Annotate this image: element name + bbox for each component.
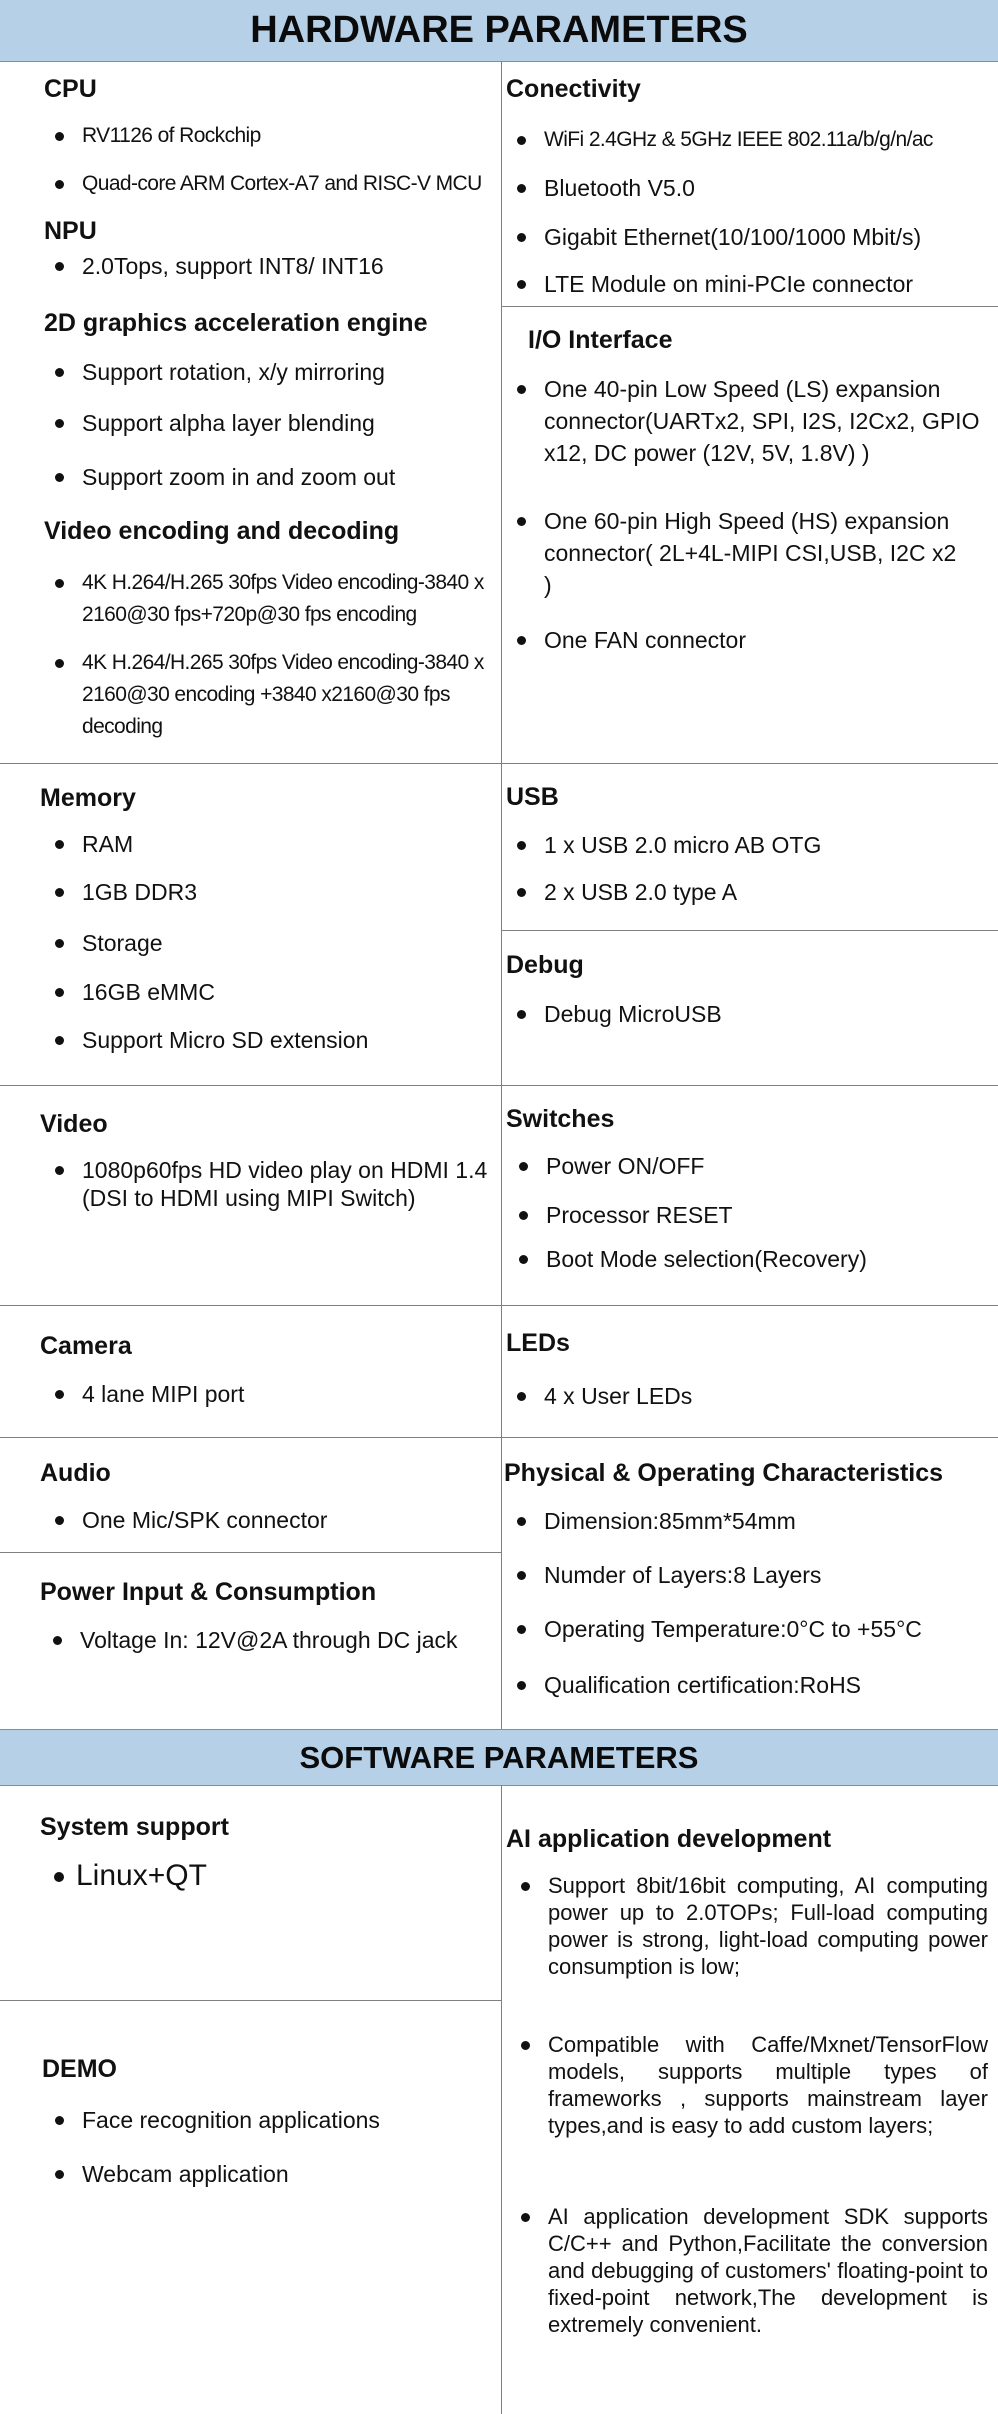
switches-title: Switches (506, 1105, 615, 1133)
connectivity-item: WiFi 2.4GHz & 5GHz IEEE 802.11a/b/g/n/ac (506, 124, 998, 156)
memory-item: Storage (44, 927, 522, 959)
io-title: I/O Interface (528, 326, 673, 354)
memory-item: 16GB eMMC (44, 976, 522, 1008)
row-divider (0, 1305, 998, 1306)
demo-title: DEMO (42, 2055, 117, 2083)
graphics-title: 2D graphics acceleration engine (44, 309, 428, 337)
cpu-item: RV1126 of Rockchip (44, 120, 522, 152)
camera-title: Camera (40, 1332, 132, 1360)
physical-item: Numder of Layers:8 Layers (506, 1559, 998, 1591)
physical-title: Physical & Operating Characteristics (504, 1459, 944, 1487)
ai-item: Support 8bit/16bit computing, AI computing power up to 2.0TOPs; Full-load computing power is strong, light-load computing power consumption is low; (510, 1872, 988, 1980)
connectivity-item: Gigabit Ethernet(10/100/1000 Mbit/s) (506, 221, 998, 253)
row-divider (502, 763, 998, 764)
physical-item: Operating Temperature:0°C to +55°C (506, 1613, 998, 1645)
row-divider (0, 2000, 501, 2001)
graphics-item: Support alpha layer blending (44, 407, 522, 439)
cpu-item: Quad-core ARM Cortex-A7 and RISC-V MCU (44, 168, 532, 200)
hardware-banner (0, 0, 998, 62)
video-codec-item: 4K H.264/H.265 30fps Video encoding-3840 x 2160@30 encoding +3840 x2160@30 fps decoding (44, 647, 514, 743)
row-divider (0, 1437, 998, 1438)
connectivity-item: Bluetooth V5.0 (506, 172, 998, 204)
system-title: System support (40, 1813, 229, 1841)
leds-item: 4 x User LEDs (506, 1380, 998, 1412)
switches-item: Boot Mode selection(Recovery) (508, 1243, 998, 1275)
ai-item: AI application development SDK supports C/C++ and Python,Facilitate the conversion and debugging of customers' floating-point to fixed-point network,The development is extremely convenient. (510, 2203, 988, 2338)
debug-item: Debug MicroUSB (506, 998, 998, 1030)
switches-item: Processor RESET (508, 1199, 998, 1231)
usb-item: 2 x USB 2.0 type A (506, 876, 998, 908)
row-divider (0, 1085, 998, 1086)
memory-item: RAM (44, 828, 522, 860)
npu-title: NPU (44, 217, 97, 245)
memory-item: 1GB DDR3 (44, 876, 522, 908)
graphics-item: Support zoom in and zoom out (44, 461, 522, 493)
row-divider (502, 930, 998, 931)
software-title: SOFTWARE PARAMETERS (299, 1739, 699, 1775)
power-item: Voltage In: 12V@2A through DC jack (42, 1624, 530, 1656)
video-title: Video (40, 1110, 108, 1138)
connectivity-title: Conectivity (506, 75, 641, 103)
row-divider (502, 306, 998, 307)
usb-item: 1 x USB 2.0 micro AB OTG (506, 829, 998, 861)
graphics-item: Support rotation, x/y mirroring (44, 356, 522, 388)
memory-item: Support Micro SD extension (44, 1024, 522, 1056)
row-divider (0, 1552, 501, 1553)
video-codec-item: 4K H.264/H.265 30fps Video encoding-3840 x 2160@30 fps+720p@30 fps encoding (44, 567, 514, 631)
physical-item: Dimension:85mm*54mm (506, 1505, 998, 1537)
io-item: One 40-pin Low Speed (LS) expansion connector(UARTx2, SPI, I2S, I2Cx2, GPIO x12, DC power (12V, 5V, 1.8V) ) (506, 373, 984, 469)
video-codec-title: Video encoding and decoding (44, 517, 400, 545)
physical-item: Qualification certification:RoHS (506, 1669, 998, 1701)
hardware-title: HARDWARE PARAMETERS (250, 9, 748, 51)
ai-item: Compatible with Caffe/Mxnet/TensorFlow models, supports multiple types of frameworks , supports mainstream layer types,and is easy to add custom layers; (510, 2031, 988, 2139)
debug-title: Debug (506, 951, 584, 979)
row-divider (0, 763, 501, 764)
power-title: Power Input & Consumption (40, 1578, 377, 1606)
software-banner (0, 1729, 998, 1786)
cpu-title: CPU (44, 75, 97, 103)
memory-title: Memory (40, 784, 136, 812)
io-item: One FAN connector (506, 624, 984, 656)
demo-item: Webcam application (44, 2158, 522, 2190)
usb-title: USB (506, 783, 559, 811)
system-item: Linux+QT (44, 1857, 516, 1895)
video-item: 1080p60fps HD video play on HDMI 1.4 (DSI to HDMI using MIPI Switch) (44, 1156, 492, 1212)
camera-item: 4 lane MIPI port (44, 1378, 522, 1410)
audio-item: One Mic/SPK connector (44, 1504, 522, 1536)
demo-item: Face recognition applications (44, 2104, 522, 2136)
io-item: One 60-pin High Speed (HS) expansion connector( 2L+4L-MIPI CSI,USB, I2C x2 ) (506, 505, 964, 601)
connectivity-item: LTE Module on mini-PCIe connector (506, 268, 998, 300)
audio-title: Audio (40, 1459, 111, 1487)
ai-title: AI application development (506, 1825, 832, 1853)
leds-title: LEDs (506, 1329, 570, 1357)
npu-item: 2.0Tops, support INT8/ INT16 (44, 250, 522, 282)
switches-item: Power ON/OFF (508, 1150, 998, 1182)
